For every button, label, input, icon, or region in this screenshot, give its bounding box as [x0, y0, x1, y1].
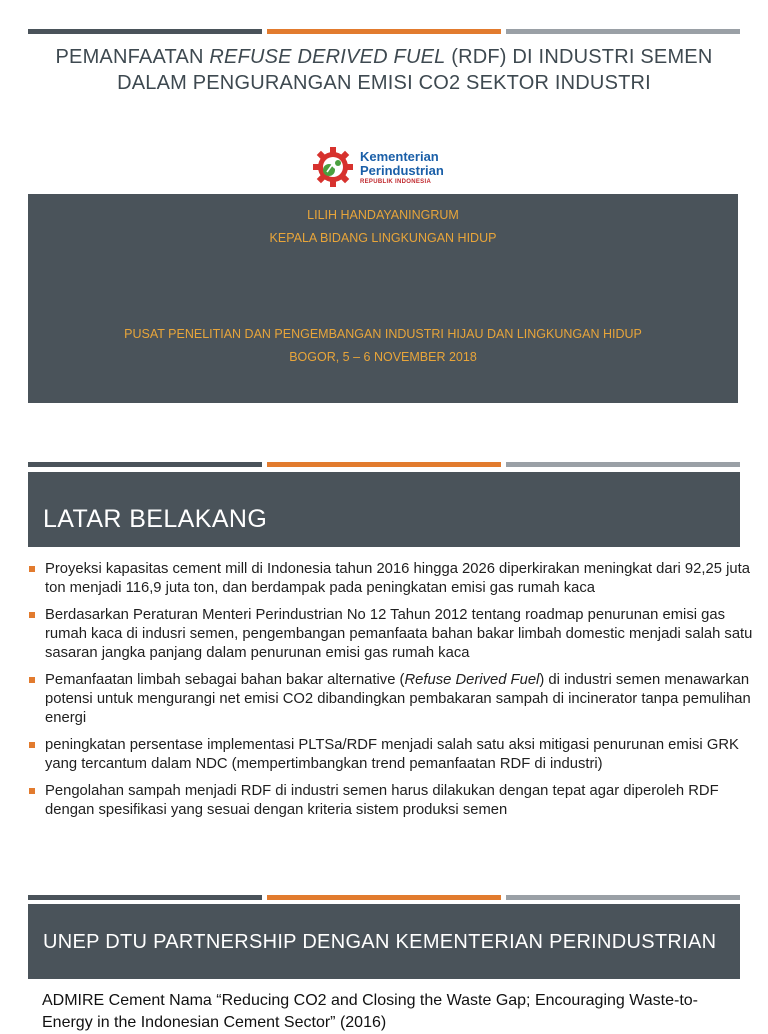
bullet-item: peningkatan persentase implementasi PLTSa/RDF menjadi salah satu aksi mitigasi penurunan emisi GRK yang tercantum dalam NDC (mempertimbangkan trend pemanfaatan RDF di industri)	[28, 736, 753, 774]
title-text-italic: REFUSE DERIVED FUEL	[209, 46, 446, 68]
section-heading: UNEP DTU PARTNERSHIP DENGAN KEMENTERIAN PERINDUSTRIAN	[43, 931, 717, 953]
presenter-name: LILIH HANDAYANINGRUM	[307, 208, 459, 222]
bullet-text: ) di industri semen menawarkan potensi untuk mengurangi net emisi CO2 dibandingkan pembakaran sampah di incinerator tanpa pemulihan energi	[45, 672, 751, 726]
section-header-latar-belakang	[28, 472, 740, 547]
divider-orange	[267, 462, 501, 467]
section-heading: LATAR BELAKANG	[43, 505, 268, 533]
slide-title	[28, 44, 740, 96]
divider-dark	[28, 462, 262, 467]
logo-wordmark	[360, 150, 444, 185]
divider-dark	[28, 29, 262, 34]
divider-gray	[506, 462, 740, 467]
bullet-item: Berdasarkan Peraturan Menteri Perindustrian No 12 Tahun 2012 tentang roadmap penurunan emisi gas rumah kaca di indusri semen, pengembangan pemanfaata bahan bakar limbah domestic menjadi salah satu sasaran jangka panjang dalam penurunan emisi gas rumah kaca	[28, 606, 753, 663]
logo-line-1: Kementerian	[360, 148, 439, 164]
bullet-list	[28, 560, 753, 828]
title-line-2: DALAM PENGURANGAN EMISI CO2 SEKTOR INDUSTRI	[117, 72, 651, 94]
admire-text: ADMIRE Cement Nama “Reducing CO2 and Closing the Waste Gap; Encouraging Waste-to-Energy in the Indonesian Cement Sector” (2016)	[42, 992, 698, 1031]
bullet-item	[28, 671, 753, 728]
slide2-divider-bars	[28, 462, 740, 467]
bullet-text: Pemanfaatan limbah sebagai bahan bakar alternative (	[45, 672, 405, 688]
title-text-a: PEMANFAATAN	[55, 46, 210, 68]
title-line-1	[28, 44, 740, 70]
bullet-item: Pengolahan sampah menjadi RDF di industri semen harus dilakukan dengan tepat agar diperoleh RDF dengan spesifikasi yang sesuai dengan kriteria sistem produksi semen	[28, 782, 753, 820]
bullet-italic-text: Refuse Derived Fuel	[404, 672, 540, 688]
logo-line-2: Perindustrian	[360, 162, 444, 178]
logo-line-3: REPUBLIK INDONESIA	[360, 178, 432, 185]
gear-logo-icon	[310, 144, 356, 190]
divider-orange	[267, 895, 501, 900]
kementerian-logo	[310, 143, 460, 191]
divider-dark	[28, 895, 262, 900]
section-header-unep	[28, 904, 740, 979]
divider-orange	[267, 29, 501, 34]
divider-gray	[506, 895, 740, 900]
presenter-position: KEPALA BIDANG LINGKUNGAN HIDUP	[269, 231, 497, 245]
bullet-item: Proyeksi kapasitas cement mill di Indonesia tahun 2016 hingga 2026 diperkirakan meningkat dari 92,25 juta ton menjadi 116,9 juta ton, dan berdampak pada peningkatan emisi gas rumah kaca	[28, 560, 753, 598]
title-text-b: (RDF) DI INDUSTRI SEMEN	[445, 46, 713, 68]
event-place-date: BOGOR, 5 – 6 NOVEMBER 2018	[289, 350, 477, 364]
slide3-divider-bars	[28, 895, 740, 900]
institution-name: PUSAT PENELITIAN DAN PENGEMBANGAN INDUSTRI HIJAU DAN LINGKUNGAN HIDUP	[124, 327, 642, 341]
divider-gray	[506, 29, 740, 34]
top-divider-bars	[28, 29, 740, 34]
presenter-info-box	[28, 194, 738, 403]
